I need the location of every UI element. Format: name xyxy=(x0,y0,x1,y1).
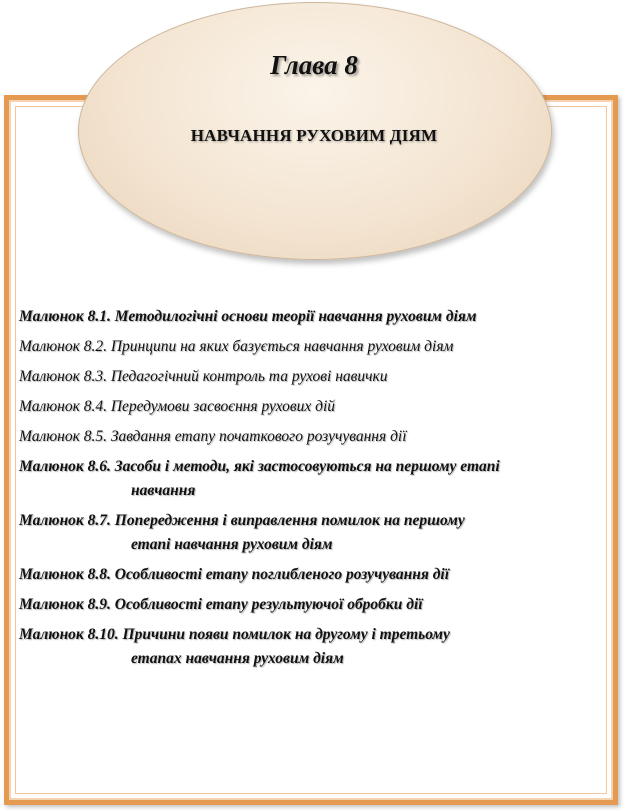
figure-text: Засоби і методи, які застосовуються на першому етапі xyxy=(114,458,500,475)
figure-item-8-10 xyxy=(19,623,619,671)
figure-text: Педагогічний контроль та рухові навички xyxy=(110,368,388,385)
figure-list xyxy=(19,305,619,677)
figure-label: Малюнок 8.3. xyxy=(19,368,107,385)
figure-label: Малюнок 8.1. xyxy=(19,308,111,325)
figure-item-8-1 xyxy=(19,305,619,329)
figure-text: Причини появи помилок на другому і третьому xyxy=(122,626,450,643)
figure-item-8-5 xyxy=(19,425,619,449)
figure-label: Малюнок 8.6. xyxy=(19,458,111,475)
figure-item-8-7 xyxy=(19,509,619,557)
figure-label: Малюнок 8.10. xyxy=(19,626,119,643)
figure-item-8-3 xyxy=(19,365,619,389)
figure-text: Особливості етапу поглибленого розучування дії xyxy=(114,566,450,583)
figure-text: Завдання етапу початкового розучування дії xyxy=(110,428,407,445)
figure-text-continued: навчання xyxy=(131,482,196,499)
chapter-title: НАВЧАННЯ РУХОВИМ ДІЯМ xyxy=(190,126,438,145)
figure-label: Малюнок 8.7. xyxy=(19,512,111,529)
figure-label: Малюнок 8.2. xyxy=(19,338,107,355)
figure-label: Малюнок 8.9. xyxy=(19,596,111,613)
figure-item-8-2 xyxy=(19,335,619,359)
figure-item-8-9 xyxy=(19,593,619,617)
figure-item-8-6 xyxy=(19,455,619,503)
figure-label: Малюнок 8.8. xyxy=(19,566,111,583)
figure-text: Методилогічні основи теорії навчання руховим діям xyxy=(114,308,477,325)
figure-label: Малюнок 8.4. xyxy=(19,398,107,415)
figure-text-continued: етапах навчання руховим діям xyxy=(131,650,344,667)
chapter-label: Глава 8 xyxy=(270,50,358,80)
figure-text: Попередження і виправлення помилок на першому xyxy=(114,512,465,529)
figure-label: Малюнок 8.5. xyxy=(19,428,107,445)
figure-text: Особливості етапу результуючої обробки дії xyxy=(114,596,423,613)
figure-item-8-8 xyxy=(19,563,619,587)
figure-item-8-4 xyxy=(19,395,619,419)
figure-text: Принципи на яких базується навчання руховим діям xyxy=(110,338,454,355)
figure-text-continued: етапі навчання руховим діям xyxy=(131,536,333,553)
figure-text: Передумови засвоєння рухових дій xyxy=(110,398,336,415)
